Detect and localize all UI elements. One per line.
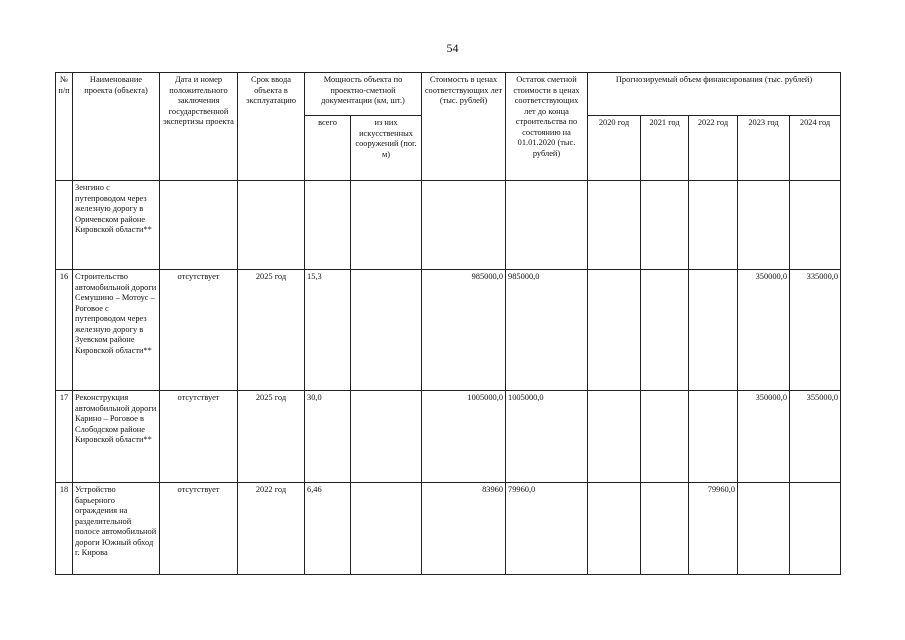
cell-num: 16 bbox=[56, 270, 73, 391]
header-year-2020: 2020 год bbox=[588, 116, 641, 181]
cell-2024: 355000,0 bbox=[790, 391, 841, 483]
table-row bbox=[56, 270, 841, 391]
cell-deadline: 2022 год bbox=[238, 483, 305, 575]
cell-total: 30,0 bbox=[305, 391, 351, 483]
cell-2022: 79960,0 bbox=[689, 483, 738, 575]
cell-total: 6,46 bbox=[305, 483, 351, 575]
cell-2020 bbox=[588, 483, 641, 575]
header-year-2024: 2024 год bbox=[790, 116, 841, 181]
header-expertise: Дата и номер положительного заключения государственной экспертизы проекта bbox=[160, 73, 238, 181]
header-num: № п/п bbox=[56, 73, 73, 181]
header-cost: Стоимость в ценах соответствующих лет (тыс. рублей) bbox=[422, 73, 506, 181]
cell-remaining: 1005000,0 bbox=[506, 391, 588, 483]
cell-2023 bbox=[738, 483, 790, 575]
cell-expertise: отсутствует bbox=[160, 270, 238, 391]
table-row bbox=[56, 181, 841, 270]
cell-remaining bbox=[506, 181, 588, 270]
cell-total: 15,3 bbox=[305, 270, 351, 391]
cell-name: Устройство барьерного ограждения на разделительной полосе автомобильной дороги Южный обход г. Кирова bbox=[73, 483, 160, 575]
header-forecast: Прогнозируемый объем финансирования (тыс. рублей) bbox=[588, 73, 841, 116]
cell-remaining: 985000,0 bbox=[506, 270, 588, 391]
cell-deadline: 2025 год bbox=[238, 270, 305, 391]
page-number: 54 bbox=[446, 41, 459, 55]
cell-2024 bbox=[790, 483, 841, 575]
header-row-1 bbox=[56, 73, 841, 116]
table-row bbox=[56, 391, 841, 483]
header-capacity: Мощность объекта по проектно-сметной документации (км, шт.) bbox=[305, 73, 422, 116]
cell-remaining: 79960,0 bbox=[506, 483, 588, 575]
header-name: Наименование проекта (объекта) bbox=[73, 73, 160, 181]
cell-num: 18 bbox=[56, 483, 73, 575]
cell-2024: 335000,0 bbox=[790, 270, 841, 391]
cell-deadline: 2025 год bbox=[238, 391, 305, 483]
cell-2022 bbox=[689, 270, 738, 391]
header-capacity-structures: из них искусственных сооружений (пог. м) bbox=[351, 116, 422, 181]
header-year-2021: 2021 год bbox=[641, 116, 689, 181]
cell-cost: 1005000,0 bbox=[422, 391, 506, 483]
cell-2020 bbox=[588, 391, 641, 483]
cell-2021 bbox=[641, 391, 689, 483]
header-capacity-total: всего bbox=[305, 116, 351, 181]
cell-num bbox=[56, 181, 73, 270]
cell-name: Строительство автомобильной дороги Семушино – Мотоус – Роговое с путепроводом через железную дорогу в Зуевском районе Кировской области** bbox=[73, 270, 160, 391]
cell-cost: 83960 bbox=[422, 483, 506, 575]
cell-structures bbox=[351, 270, 422, 391]
cell-2021 bbox=[641, 181, 689, 270]
header-year-2023: 2023 год bbox=[738, 116, 790, 181]
cell-2021 bbox=[641, 483, 689, 575]
cell-name: Реконструкция автомобильной дороги Карино – Роговое в Слободском районе Кировской области** bbox=[73, 391, 160, 483]
cell-2024 bbox=[790, 181, 841, 270]
header-remaining: Остаток сметной стоимости в ценах соответствующих лет до конца строительства по состоянию на 01.01.2020 (тыс. рублей) bbox=[506, 73, 588, 181]
cell-expertise: отсутствует bbox=[160, 391, 238, 483]
cell-2023: 350000,0 bbox=[738, 391, 790, 483]
cell-num: 17 bbox=[56, 391, 73, 483]
cell-expertise: отсутствует bbox=[160, 483, 238, 575]
cell-deadline bbox=[238, 181, 305, 270]
cell-2020 bbox=[588, 181, 641, 270]
cell-cost: 985000,0 bbox=[422, 270, 506, 391]
header-year-2022: 2022 год bbox=[689, 116, 738, 181]
cell-cost bbox=[422, 181, 506, 270]
cell-2023 bbox=[738, 181, 790, 270]
cell-total bbox=[305, 181, 351, 270]
cell-structures bbox=[351, 483, 422, 575]
cell-2023: 350000,0 bbox=[738, 270, 790, 391]
cell-structures bbox=[351, 391, 422, 483]
cell-2022 bbox=[689, 391, 738, 483]
header-deadline: Срок ввода объекта в эксплуатацию bbox=[238, 73, 305, 181]
cell-structures bbox=[351, 181, 422, 270]
cell-name: Зенгино с путепроводом через железную дорогу в Оричевском районе Кировской области** bbox=[73, 181, 160, 270]
cell-2022 bbox=[689, 181, 738, 270]
financing-table bbox=[55, 72, 841, 575]
cell-2021 bbox=[641, 270, 689, 391]
cell-expertise bbox=[160, 181, 238, 270]
cell-2020 bbox=[588, 270, 641, 391]
table-row bbox=[56, 483, 841, 575]
